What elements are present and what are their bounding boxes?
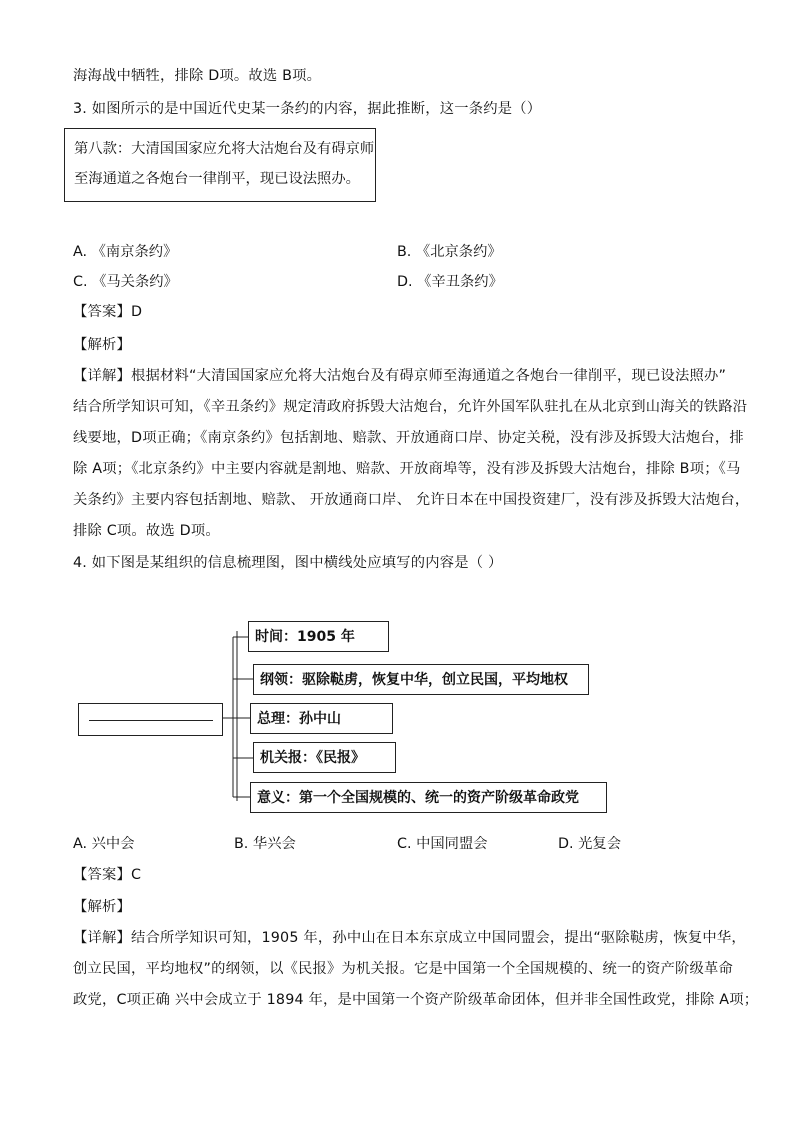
q4-detail-line-3: 政党，C项正确 兴中会成立于 1894 年，是中国第一个资产阶级革命团体，但并非全国性政党，排除 A项； [73, 992, 759, 1008]
q3-detail-line-4: 除 A项；《北京条约》中主要内容就是割地、赔款、开放商埠等，没有涉及拆毁大沽炮台，排除 B项；《马 [73, 461, 741, 477]
q4-option-a: A. 兴中会 [73, 836, 135, 852]
q4-option-d: D. 光复会 [558, 836, 621, 852]
node-leader: 总理：孙中山 [250, 703, 393, 734]
q3-analysis-label: 【解析】 [73, 337, 131, 353]
treaty-quote-line-1: 第八款：大清国国家应允将大沽炮台及有碍京师 [74, 141, 375, 157]
blank-underline [89, 720, 213, 721]
q3-option-a: A. 《南京条约》 [73, 244, 178, 260]
question-4-stem: 4. 如下图是某组织的信息梳理图，图中横线处应填写的内容是（ ） [73, 555, 503, 571]
q4-detail-line-1: 【详解】结合所学知识可知，1905 年，孙中山在日本东京成立中国同盟会，提出“驱除鞑虏，恢复中华， [73, 930, 746, 946]
q3-detail-line-3: 线要地，D项正确；《南京条约》包括割地、赔款、开放通商口岸、协定关税，没有涉及拆毁大沽炮台，排 [73, 430, 744, 446]
organization-blank-box [78, 703, 223, 736]
node-program: 纲领：驱除鞑虏，恢复中华，创立民国，平均地权 [253, 664, 589, 695]
node-newspaper: 机关报：《民报》 [253, 742, 396, 773]
node-time: 时间：1905 年 [248, 621, 389, 652]
q3-detail-line-6: 排除 C项。故选 D项。 [73, 523, 220, 539]
prev-answer-tail: 海海战中牺牲，排除 D项。故选 B项。 [73, 68, 322, 84]
q3-answer: 【答案】D [73, 304, 143, 320]
q3-option-c: C. 《马关条约》 [73, 274, 178, 290]
q3-detail-line-5: 关条约》主要内容包括割地、赔款、 开放通商口岸、 允许日本在中国投资建厂，没有涉及拆毁大沽炮台， [73, 492, 750, 508]
q3-detail-line-1: 【详解】根据材料“大清国国家应允将大沽炮台及有碍京师至海通道之各炮台一律削平，现已设法照办” [73, 368, 727, 384]
q4-option-c: C. 中国同盟会 [397, 836, 488, 852]
q4-analysis-label: 【解析】 [73, 899, 131, 915]
q4-option-b: B. 华兴会 [234, 836, 296, 852]
treaty-quote-line-2: 至海通道之各炮台一律削平，现已设法照办。 [74, 171, 360, 187]
q4-answer: 【答案】C [73, 867, 142, 883]
treaty-quote-box [64, 128, 376, 202]
q3-option-b: B. 《北京条约》 [397, 244, 502, 260]
q3-option-d: D. 《辛丑条约》 [397, 274, 503, 290]
q4-detail-line-2: 创立民国，平均地权”的纲领，以《民报》为机关报。它是中国第一个全国规模的、统一的资产阶级革命 [73, 961, 733, 977]
q3-detail-line-2: 结合所学知识可知，《辛丑条约》规定清政府拆毁大沽炮台，允许外国军队驻扎在从北京到山海关的铁路沿 [73, 399, 748, 415]
node-significance: 意义：第一个全国规模的、统一的资产阶级革命政党 [250, 782, 607, 813]
question-3-stem: 3. 如图所示的是中国近代史某一条约的内容，据此推断，这一条约是（） [73, 101, 542, 117]
